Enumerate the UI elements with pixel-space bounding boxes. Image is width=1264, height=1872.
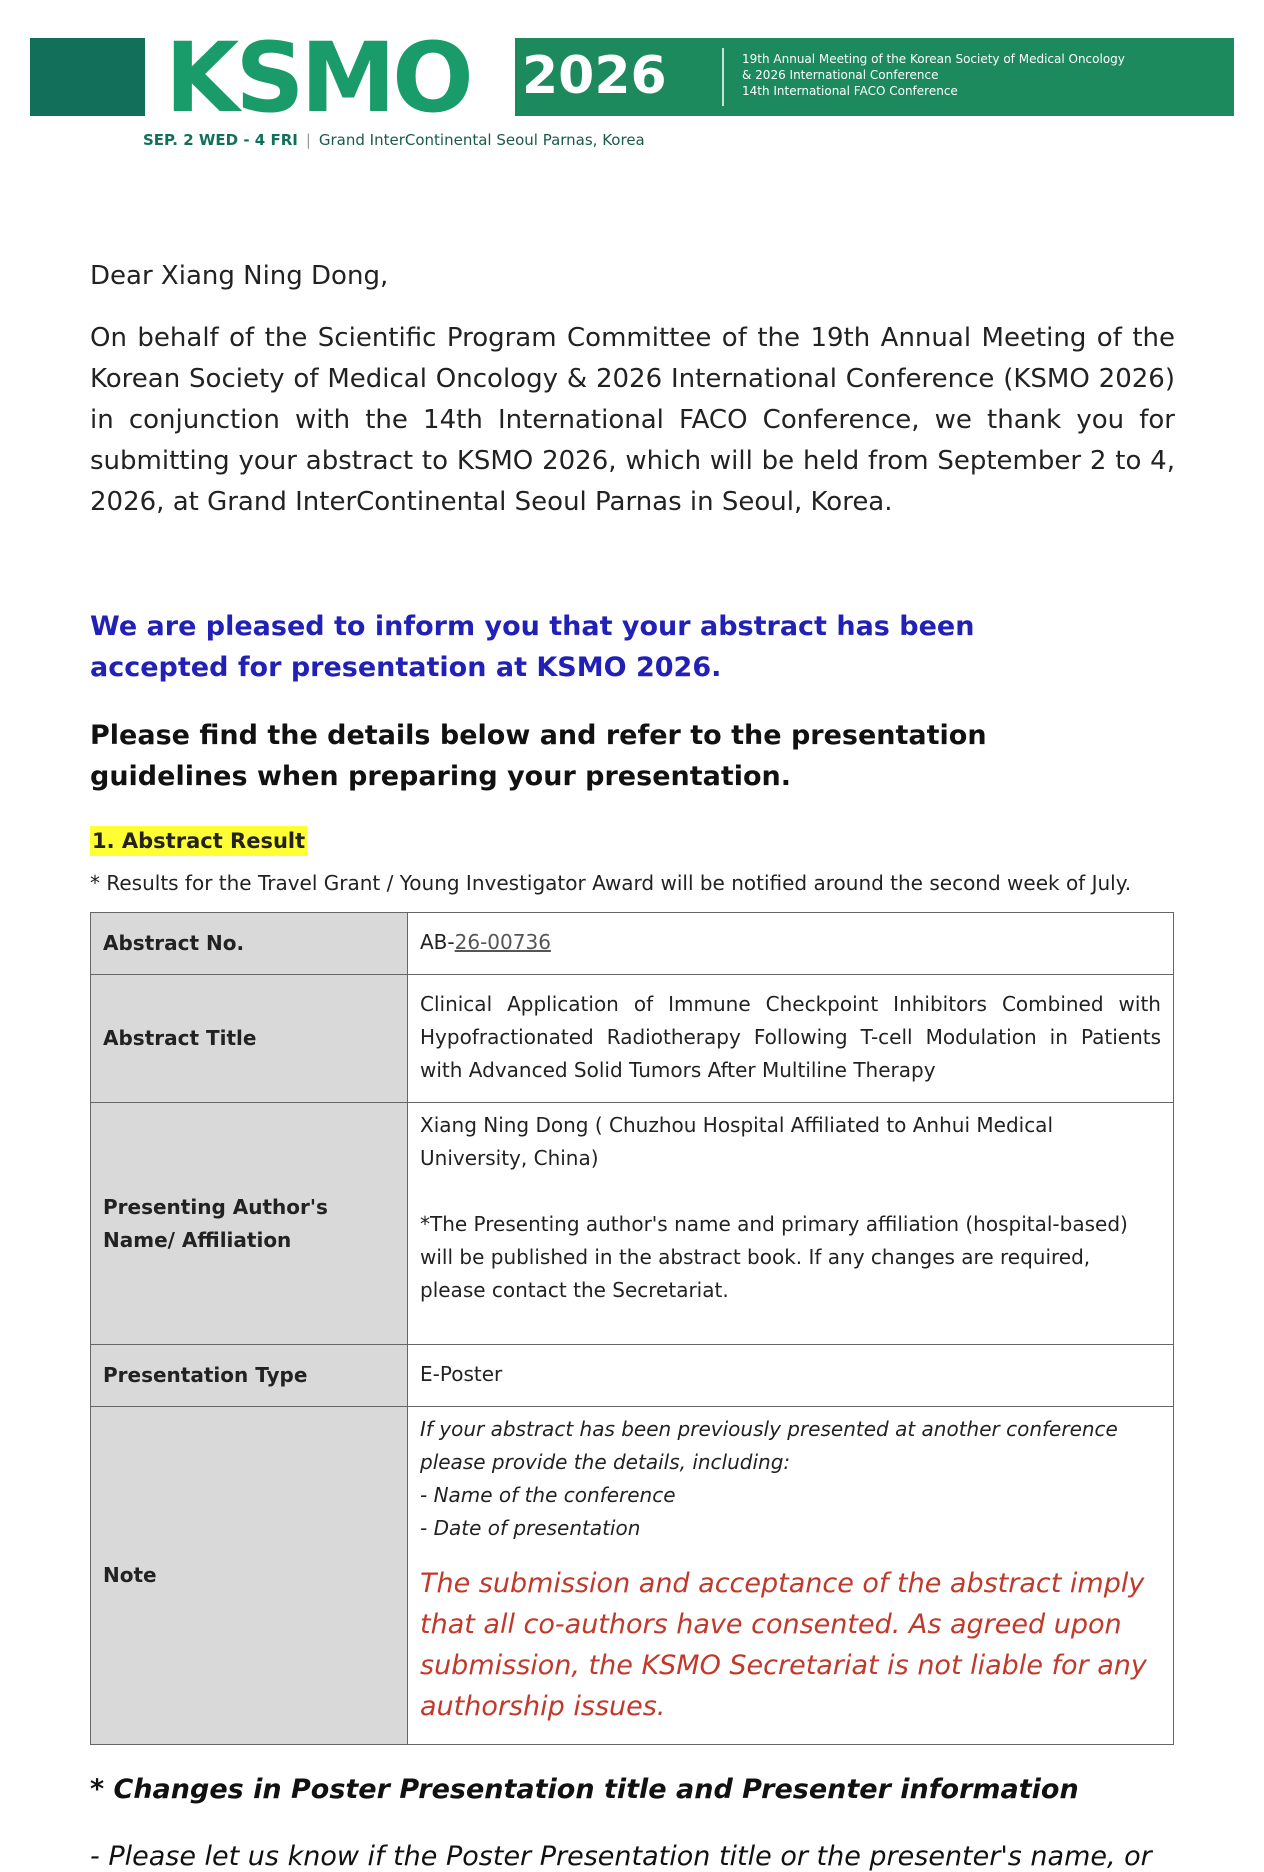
banner-info-line: 14th International FACO Conference [742, 84, 958, 98]
ksmo-logo: KSMO [165, 22, 470, 134]
presentation-type-label: Presentation Type [91, 1345, 408, 1407]
note-line: - Date of presentation [420, 1516, 641, 1540]
results-note: * Results for the Travel Grant / Young Investigator Award will be notified around the second week of July. [90, 871, 1132, 895]
abstract-no-link[interactable]: 26-00736 [454, 930, 551, 954]
presenting-author-value [408, 1103, 1174, 1345]
table-row [91, 913, 1174, 975]
note-label: Note [91, 1407, 408, 1745]
presentation-type-value: E-Poster [408, 1345, 1174, 1407]
event-venue: Grand InterContinental Seoul Parnas, Korea [318, 131, 645, 149]
authorship-warning: The submission and acceptance of the abstract imply that all co-authors have consented. As agreed upon submission, the KSMO Secretariat is not liable for any authorship issues. [420, 1568, 1147, 1722]
salutation: Dear Xiang Ning Dong, [90, 261, 389, 291]
letter-body [90, 256, 1175, 523]
acceptance-notice: We are pleased to inform you that your abstract has been accepted for presentation at KSMO 2026. [90, 611, 975, 683]
presenting-author-name: Xiang Ning Dong ( Chuzhou Hospital Affiliated to Anhui Medical University, China) [420, 1113, 1053, 1170]
event-dates: SEP. 2 WED - 4 FRI [143, 131, 298, 149]
changes-instruction: - Please let us know if the Poster Presentation title or the presenter's name, or [90, 1841, 1152, 1872]
abstract-no-value [408, 913, 1174, 975]
logo-year: 2026 [522, 46, 667, 106]
banner-info-line: & 2026 International Conference [742, 68, 939, 82]
table-row [91, 1345, 1174, 1407]
intro-paragraph: On behalf of the Scientific Program Committee of the 19th Annual Meeting of the Korean Society of Medical Oncology & 2026 International Conference (KSMO 2026) in conjunction with the 14th International FACO Conference, we thank you for submitting your abstract to KSMO 2026, which will be held from September 2 to 4, 2026, at Grand InterContinental Seoul Parnas in Seoul, Korea. [90, 323, 1175, 517]
banner-info-line: 19th Annual Meeting of the Korean Society of Medical Oncology [742, 52, 1125, 66]
event-date-venue: SEP. 2 WED - 4 FRI | Grand InterContinental Seoul Parnas, Korea [143, 131, 645, 149]
changes-heading: * Changes in Poster Presentation title and Presenter information [90, 1774, 1079, 1805]
abstract-title-value: Clinical Application of Immune Checkpoint Inhibitors Combined with Hypofractionated Radiotherapy Following T-cell Modulation in Patients with Advanced Solid Tumors After Multiline Therapy [408, 975, 1174, 1103]
header-banner [30, 22, 1234, 134]
table-row [91, 1407, 1174, 1745]
table-row [91, 1103, 1174, 1345]
abstract-no-prefix: AB- [420, 930, 455, 954]
abstract-result-table [90, 912, 1174, 1745]
note-line: - Name of the conference [420, 1483, 676, 1507]
table-row [91, 975, 1174, 1103]
banner-info [742, 51, 1125, 99]
presenting-author-note: *The Presenting author's name and primary affiliation (hospital-based) will be published in the abstract book. If any changes are required, please contact the Secretariat. [420, 1212, 1128, 1302]
section-title: 1. Abstract Result [90, 826, 307, 856]
note-value [408, 1407, 1174, 1745]
banner-accent-block [30, 38, 145, 116]
note-line: If your abstract has been previously presented at another conference please provide the details, including: [420, 1417, 1118, 1474]
presenting-author-label: Presenting Author's Name/ Affiliation [91, 1103, 408, 1345]
abstract-no-label: Abstract No. [91, 913, 408, 975]
abstract-title-label: Abstract Title [91, 975, 408, 1103]
details-instruction: Please find the details below and refer to the presentation guidelines when preparing your presentation. [90, 720, 987, 792]
banner-divider [722, 48, 724, 106]
